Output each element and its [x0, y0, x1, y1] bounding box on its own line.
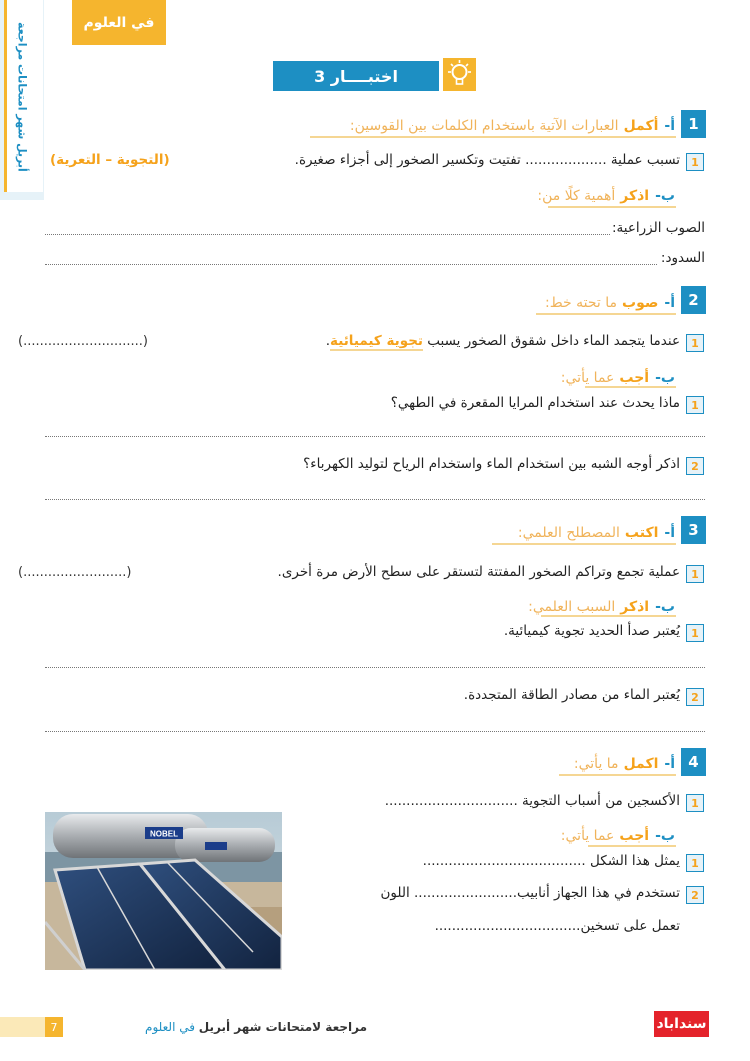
question-text: اذكر أوجه الشبه بين استخدام الماء واستخدام الرياح لتوليد الكهرباء؟: [303, 456, 680, 472]
heading-letter: ب-: [655, 370, 675, 386]
question-text: عملية تجمع وتراكم الصخور المفتتة لتستقر على سطح الأرض مرة أخرى.: [277, 564, 680, 580]
answer-label: السدود:: [660, 250, 705, 266]
heading-letter: ب-: [655, 188, 675, 204]
heading-text: السبب العلمي:: [528, 599, 616, 615]
heading-keyword: اكمل: [623, 756, 659, 772]
heading-keyword: اذكر: [620, 599, 650, 615]
heading-underline: [585, 386, 676, 388]
item-number: 2: [686, 886, 704, 904]
item-number: 2: [686, 457, 704, 475]
heading-text: العبارات الآتية باستخدام الكلمات بين القوسين:: [349, 118, 619, 134]
heading-keyword: أجب: [619, 828, 650, 844]
lightbulb-icon: [443, 58, 476, 91]
heading-letter: أ-: [664, 525, 675, 541]
item-number: 1: [686, 565, 704, 583]
item-number: 1: [686, 794, 704, 812]
footer-subject: في العلوم: [145, 1020, 195, 1034]
section-heading-b: [561, 818, 675, 844]
heading-letter: ب-: [655, 828, 675, 844]
question-text-continued: تعمل على تسخين..................................: [434, 918, 680, 934]
word-choices: (التجوية – التعرية): [50, 152, 170, 168]
item-number: 1: [686, 624, 704, 642]
item-number: 1: [686, 396, 704, 414]
heading-text: عما يأتي:: [560, 828, 615, 844]
section-heading-b: [528, 589, 675, 615]
answer-line[interactable]: [45, 264, 657, 265]
question-text: يمثل هذا الشكل ......................................: [422, 853, 680, 869]
item-number: 1: [686, 334, 704, 352]
heading-keyword: اذكر: [620, 188, 650, 204]
footer-text: [145, 1020, 367, 1034]
heading-underline: [559, 774, 676, 776]
question-text: يُعتبر الماء من مصادر الطاقة المتجددة.: [463, 687, 680, 703]
heading-letter: أ-: [664, 118, 675, 134]
section-heading-a: [518, 515, 675, 541]
section-number: 1: [681, 110, 706, 138]
section-heading-b: [537, 178, 675, 204]
answer-label: الصوب الزراعية:: [611, 220, 705, 236]
item-number: 2: [686, 688, 704, 706]
solar-water-heater-image: [45, 812, 282, 970]
answer-paren[interactable]: (.........................): [18, 565, 132, 580]
heading-keyword: أجب: [619, 370, 650, 386]
publisher-logo: سنداباد: [654, 1011, 709, 1037]
question-text: تسبب عملية ................... تفتيت وتكسير الصخور إلى أجزاء صغيرة.: [294, 152, 680, 168]
page-number: 7: [45, 1017, 63, 1037]
item-number: 1: [686, 153, 704, 171]
heading-text: عما يأتي:: [560, 370, 615, 386]
section-number: 2: [681, 286, 706, 314]
section-heading-b: [561, 360, 675, 386]
footer-bar: [0, 1017, 45, 1037]
heading-text: ما تحته خط:: [545, 295, 618, 311]
question-text-before: عندما يتجمد الماء داخل شقوق الصخور يسبب: [427, 333, 680, 349]
question-text: الأكسجين من أسباب التجوية ...............................: [384, 793, 680, 809]
heading-underline: [536, 313, 676, 315]
side-tab-label: أبريل شهر امتحانات مراجعة: [15, 22, 29, 172]
question-text: عندما يتجمد الماء داخل شقوق الصخور يسبب تجوية كيميائية.: [325, 333, 680, 349]
heading-keyword: صوب: [622, 295, 659, 311]
answer-line[interactable]: [45, 499, 705, 500]
heading-keyword: أكمل: [623, 118, 659, 134]
underlined-term: تجوية كيميائية: [330, 333, 423, 349]
heading-underline: [541, 615, 676, 617]
heading-text: أهمية كلًا من:: [537, 188, 616, 204]
heading-letter: ب-: [655, 599, 675, 615]
answer-line[interactable]: [45, 667, 705, 668]
subject-tab: في العلوم: [72, 0, 166, 45]
section-heading-a: [545, 285, 675, 311]
heading-text: المصطلح العلمي:: [517, 525, 620, 541]
heading-underline: [588, 845, 676, 847]
answer-line[interactable]: [45, 234, 610, 235]
section-heading-a: [350, 108, 675, 134]
question-text: يُعتبر صدأ الحديد تجوية كيميائية.: [503, 623, 680, 639]
section-number: 3: [681, 516, 706, 544]
answer-line[interactable]: [45, 436, 705, 437]
item-number: 1: [686, 854, 704, 872]
answer-line[interactable]: [45, 731, 705, 732]
question-text: ماذا يحدث عند استخدام المرايا المقعرة في الطهي؟: [390, 395, 680, 411]
quiz-title: اختبــــار 3: [273, 61, 439, 91]
heading-letter: أ-: [664, 295, 675, 311]
section-number: 4: [681, 748, 706, 776]
footer-title: مراجعة لامتحانات شهر أبريل: [198, 1020, 367, 1034]
heading-keyword: اكتب: [624, 525, 659, 541]
heading-underline: [548, 206, 676, 208]
tank-brand: NOBEL: [150, 829, 178, 839]
answer-paren[interactable]: (.............................): [18, 334, 148, 349]
heading-underline: [492, 543, 676, 545]
section-heading-a: [574, 746, 675, 772]
question-text: تستخدم في هذا الجهاز أنابيب........................ اللون: [380, 885, 680, 901]
heading-underline: [310, 136, 676, 138]
heading-letter: أ-: [664, 756, 675, 772]
heading-text: ما يأتي:: [573, 756, 619, 772]
